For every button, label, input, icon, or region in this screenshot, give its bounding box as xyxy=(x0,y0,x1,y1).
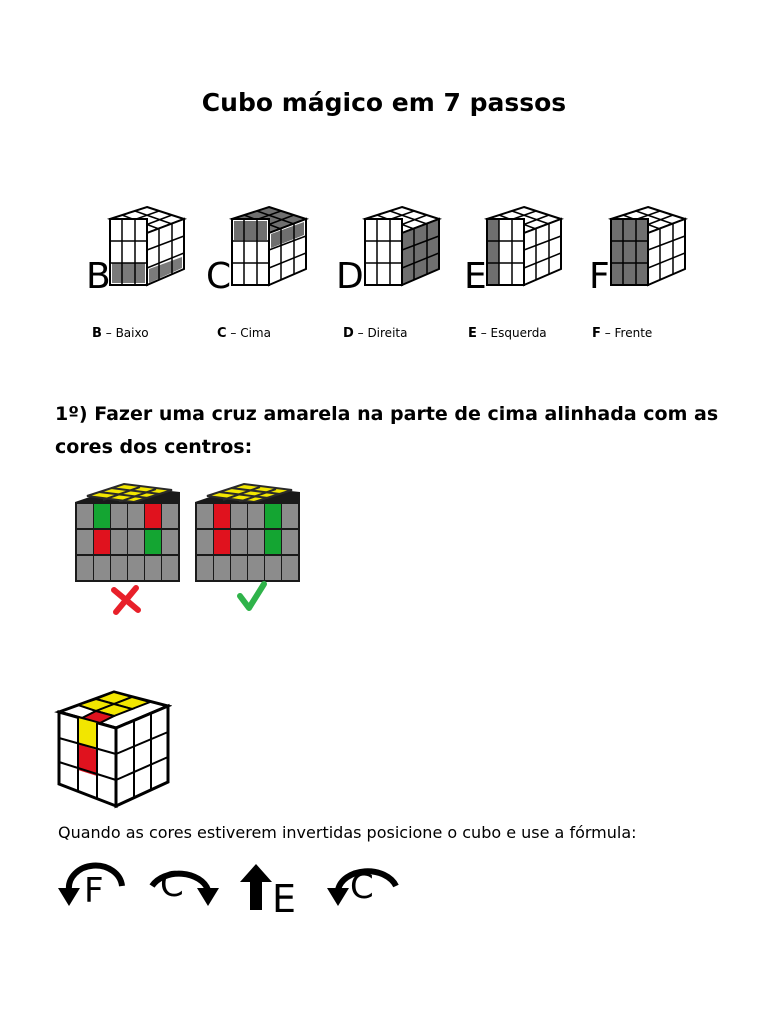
check-icon xyxy=(240,584,264,608)
legend-abbr: E xyxy=(468,326,477,341)
face-letter-d: D xyxy=(336,256,364,297)
step-1-title: 1º) Fazer uma cruz amarela na parte de cima alinhada com as cores dos centros: xyxy=(55,403,719,458)
move-label: C xyxy=(160,865,184,905)
legend-f xyxy=(592,326,652,341)
cube-face-d-icon xyxy=(362,205,442,287)
face-letter-c: C xyxy=(206,256,232,297)
formula-caption: Quando as cores estiverem invertidas posicione o cubo e use a fórmula: xyxy=(58,823,637,842)
legend-sep: – xyxy=(353,326,368,340)
legend-c xyxy=(217,326,271,341)
legend-name: Baixo xyxy=(115,326,149,340)
move-c-counterclockwise-icon xyxy=(324,860,402,914)
legend-name: Direita xyxy=(367,326,408,340)
cube-face-c-icon xyxy=(229,205,309,287)
page-title: Cubo mágico em 7 passos xyxy=(201,88,567,117)
move-c-clockwise-icon xyxy=(146,860,224,914)
legend-abbr: D xyxy=(343,326,354,341)
legend-sep: – xyxy=(476,326,491,340)
cube-right-example xyxy=(195,484,300,582)
cross-icon xyxy=(114,588,138,612)
cube-face-f-icon xyxy=(608,205,688,287)
legend-abbr: B xyxy=(92,326,102,341)
face-letter-f: F xyxy=(589,256,610,297)
move-e-up-icon xyxy=(238,860,308,914)
cube-inverted-example xyxy=(54,688,172,810)
legend-name: Esquerda xyxy=(490,326,547,340)
face-letter-e: E xyxy=(464,256,487,297)
legend-name: Frente xyxy=(614,326,653,340)
legend-sep: – xyxy=(600,326,615,340)
legend-name: Cima xyxy=(240,326,271,340)
legend-b xyxy=(92,326,149,341)
legend-d xyxy=(343,326,407,341)
move-label: E xyxy=(272,877,297,914)
face-letter-b: B xyxy=(86,256,111,297)
legend-sep: – xyxy=(226,326,241,340)
cube-face-e-icon xyxy=(484,205,564,287)
legend-abbr: F xyxy=(592,326,601,341)
move-label: F xyxy=(84,871,104,911)
move-f-counterclockwise-icon xyxy=(58,860,128,914)
move-label: C xyxy=(350,867,374,907)
legend-sep: – xyxy=(101,326,116,340)
cube-face-b-icon xyxy=(107,205,187,287)
step-1-examples xyxy=(72,478,312,616)
cube-wrong-example xyxy=(75,484,180,582)
legend-abbr: C xyxy=(217,326,227,341)
legend-e xyxy=(468,326,547,341)
